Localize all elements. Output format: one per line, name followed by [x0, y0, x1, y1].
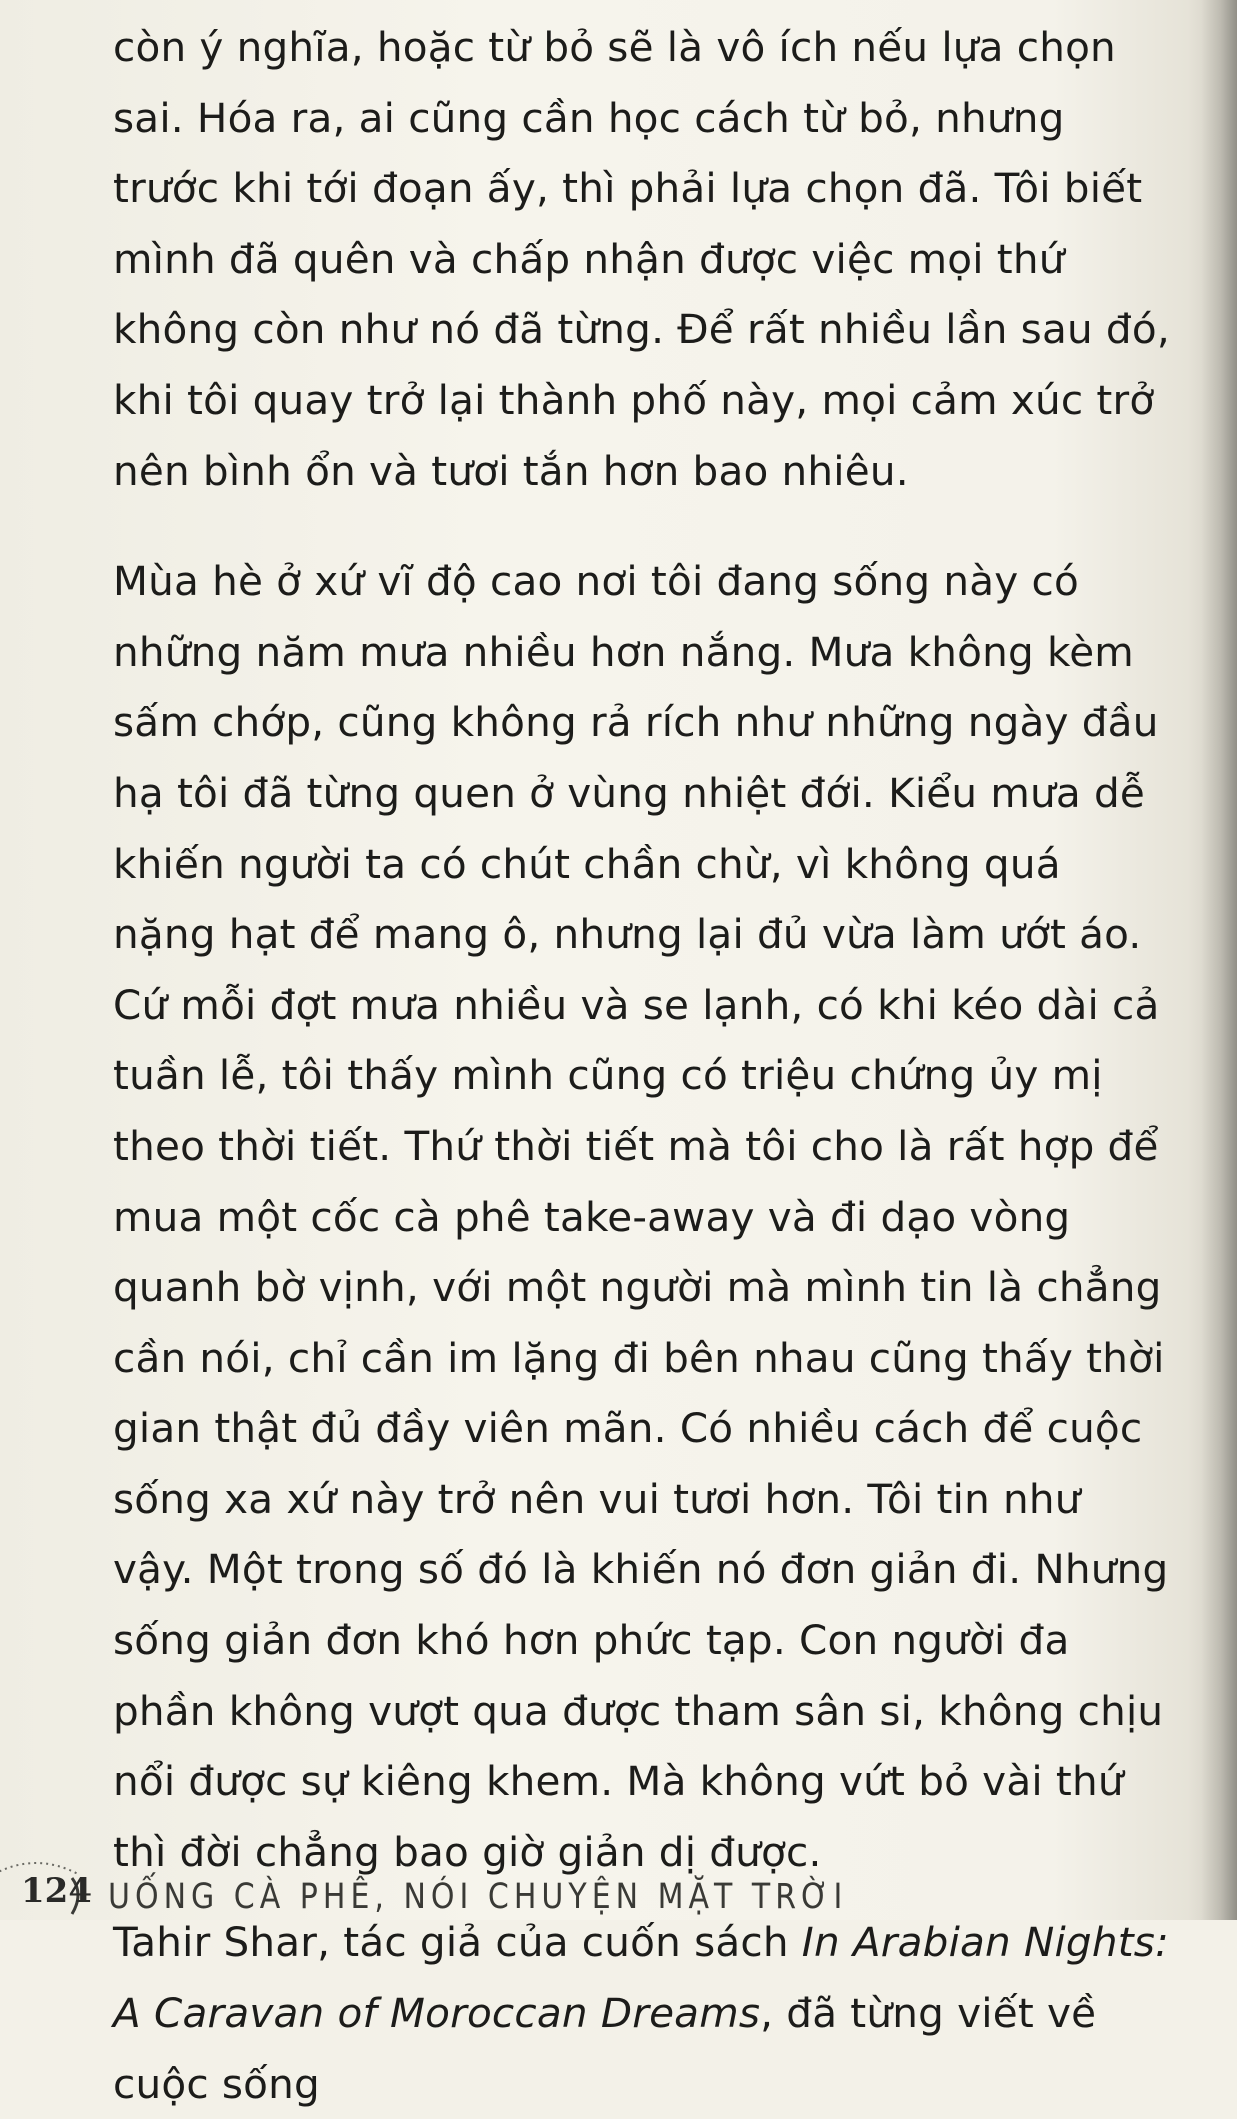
- paragraph-1: còn ý nghĩa, hoặc từ bỏ sẽ là vô ích nếu lựa chọn sai. Hóa ra, ai cũng cần học cách từ bỏ, nhưng trước khi tới đoạn ấy, thì phải lựa chọn đã. Tôi biết mình đã quên và chấp nhận được việc mọi thứ không còn như nó đã từng. Để rất nhiều lần sau đó, khi tôi quay trở lại thành phố này, mọi cảm xúc trở nên bình ổn và tươi tắn hơn bao nhiêu.: [113, 23, 1170, 495]
- page-number: 124: [21, 1871, 92, 1911]
- paragraph-3-text-b: , đã từng viết về cuộc sống: [113, 1989, 1097, 2108]
- spine-shadow: [1201, 0, 1237, 1920]
- running-title: UỐNG CÀ PHÊ, NÓI CHUYỆN MẶT TRỜI: [108, 1876, 848, 1918]
- page-footer: [0, 1862, 1237, 1920]
- body-text: [113, 12, 1173, 2119]
- paragraph-2: Mùa hè ở xứ vĩ độ cao nơi tôi đang sống này có những năm mưa nhiều hơn nắng. Mưa không kèm sấm chớp, cũng không rả rích như những ngày đầu hạ tôi đã từng quen ở vùng nhiệt đới. Kiểu mưa dễ khiến người ta có chút chần chừ, vì không quá nặng hạt để mang ô, nhưng lại đủ vừa làm ướt áo. Cứ mỗi đợt mưa nhiều và se lạnh, có khi kéo dài cả tuần lễ, tôi thấy mình cũng có triệu chứng ủy mị theo thời tiết. Thứ thời tiết mà tôi cho là rất hợp để mua một cốc cà phê take-away và đi dạo vòng quanh bờ vịnh, với một người mà mình tin là chẳng cần nói, chỉ cần im lặng đi bên nhau cũng thấy thời gian thật đủ đầy viên mãn. Có nhiều cách để cuộc sống xa xứ này trở nên vui tươi hơn. Tôi tin như vậy. Một trong số đó là khiến nó đơn giản đi. Nhưng sống giản đơn khó hơn phức tạp. Con người đa phần không vượt qua được tham sân si, không chịu nổi được sự kiêng khem. Mà không vứt bỏ vài thứ thì đời chẳng bao giờ giản dị được.: [113, 557, 1169, 1876]
- paragraph-3-text-a: Tahir Shar, tác giả của cuốn sách: [113, 1918, 802, 1967]
- book-title: In Arabian Nights: A Caravan of Moroccan Dreams: [113, 1918, 1169, 2038]
- paragraph-3: [113, 1907, 1173, 2119]
